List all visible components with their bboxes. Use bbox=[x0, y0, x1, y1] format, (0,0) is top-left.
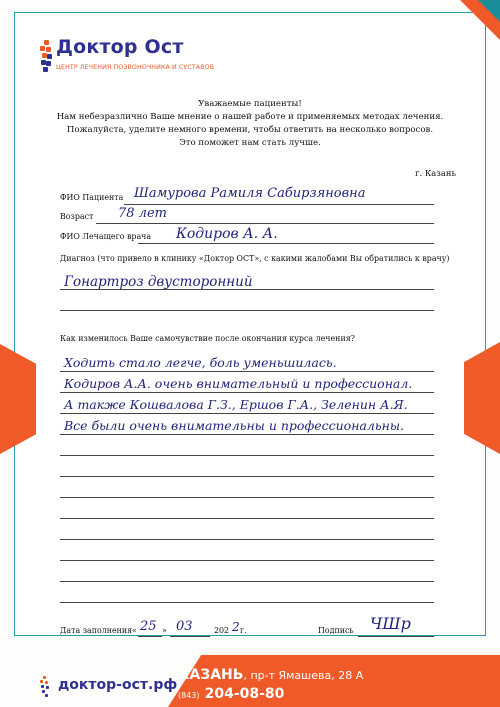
footer-address bbox=[178, 664, 363, 683]
logo-mark-icon bbox=[40, 40, 52, 74]
footer-phone[interactable] bbox=[178, 683, 284, 702]
feeling-line-8 bbox=[60, 518, 434, 519]
date-month-handwritten: 03 bbox=[176, 619, 193, 634]
footer-city: КАЗАНЬ bbox=[178, 667, 244, 683]
feeling-line-7 bbox=[60, 497, 434, 498]
doctor-name-handwritten: Кодиров А. А. bbox=[176, 226, 278, 242]
corner-accent bbox=[478, 0, 500, 22]
signature-handwritten: ЧШр bbox=[370, 614, 411, 633]
doctor-label: ФИО Лечащего врача bbox=[60, 232, 152, 241]
patient-label: ФИО Пациента bbox=[60, 193, 124, 202]
feeling-line-4 bbox=[60, 434, 434, 435]
date-year-handwritten: 2 bbox=[232, 620, 240, 634]
footer-logo-icon bbox=[40, 676, 50, 698]
age-handwritten: 78 лет bbox=[118, 206, 167, 221]
footer-street: , пр-т Ямашева, 28 А bbox=[243, 669, 364, 682]
phone-code: (843) bbox=[178, 691, 200, 700]
diagnosis-handwritten: Гонартроз двусторонний bbox=[64, 274, 253, 290]
date-open-quote: « bbox=[132, 626, 137, 635]
date-label: Дата заполнения bbox=[60, 626, 133, 635]
patient-name-handwritten: Шамурова Рамиля Сабирзяновна bbox=[134, 186, 366, 201]
website-link[interactable]: доктор-ост.рф bbox=[58, 677, 178, 693]
feeling-line-12 bbox=[60, 602, 434, 603]
feeling-handwritten-line-2: Кодиров А.А. очень внимательный и профессионал. bbox=[64, 376, 413, 391]
footer bbox=[0, 637, 500, 707]
intro-line-3: Это поможет нам стать лучше. bbox=[179, 138, 321, 148]
feeling-handwritten-line-3: А также Кошвалова Г.З., Ершов Г.А., Зеленин А.Я. bbox=[64, 397, 408, 412]
feeling-line-3 bbox=[60, 413, 434, 414]
signature-label: Подпись bbox=[318, 626, 354, 635]
feeling-label: Как изменилось Ваше самочувствие после окончания курса лечения? bbox=[60, 334, 355, 343]
feeling-handwritten-line-1: Ходить стало легче, боль уменьшилась. bbox=[64, 355, 337, 370]
city-label: г. Казань bbox=[415, 168, 456, 178]
patient-line bbox=[124, 204, 434, 205]
logo-name: Доктор Ост bbox=[56, 36, 184, 58]
date-year-suffix: г. bbox=[240, 626, 247, 635]
feeling-handwritten-line-4: Все были очень внимательны и профессиональны. bbox=[64, 418, 405, 433]
diagnosis-label: Диагноз (что привело в клинику «Доктор ОСТ», с какими жалобами Вы обратились к врачу) bbox=[60, 254, 450, 263]
greeting: Уважаемые пациенты! bbox=[198, 99, 302, 109]
date-year-prefix: 202 bbox=[214, 626, 230, 635]
feeling-line-9 bbox=[60, 539, 434, 540]
intro-line-2: Пожалуйста, уделите немного времени, чтобы ответить на несколько вопросов. bbox=[66, 125, 434, 135]
date-day-handwritten: 25 bbox=[140, 619, 157, 634]
feeling-line-10 bbox=[60, 560, 434, 561]
feeling-line-6 bbox=[60, 476, 434, 477]
doctor-line bbox=[138, 243, 434, 244]
feeling-line-1 bbox=[60, 371, 434, 372]
feeling-line-2 bbox=[60, 392, 434, 393]
diagnosis-line-2 bbox=[60, 310, 434, 311]
feeling-line-5 bbox=[60, 455, 434, 456]
intro-text bbox=[40, 98, 460, 150]
phone-number: 204-08-80 bbox=[204, 686, 285, 702]
date-close-quote: » bbox=[162, 626, 167, 635]
age-line bbox=[96, 223, 434, 224]
logo-subtitle: ЦЕНТР ЛЕЧЕНИЯ ПОЗВОНОЧНИКА И СУСТАВОВ bbox=[56, 64, 215, 71]
feeling-line-11 bbox=[60, 581, 434, 582]
age-label: Возраст bbox=[60, 212, 94, 221]
intro-line-1: Нам небезразлично Ваше мнение о нашей работе и применяемых методах лечения. bbox=[56, 112, 444, 122]
